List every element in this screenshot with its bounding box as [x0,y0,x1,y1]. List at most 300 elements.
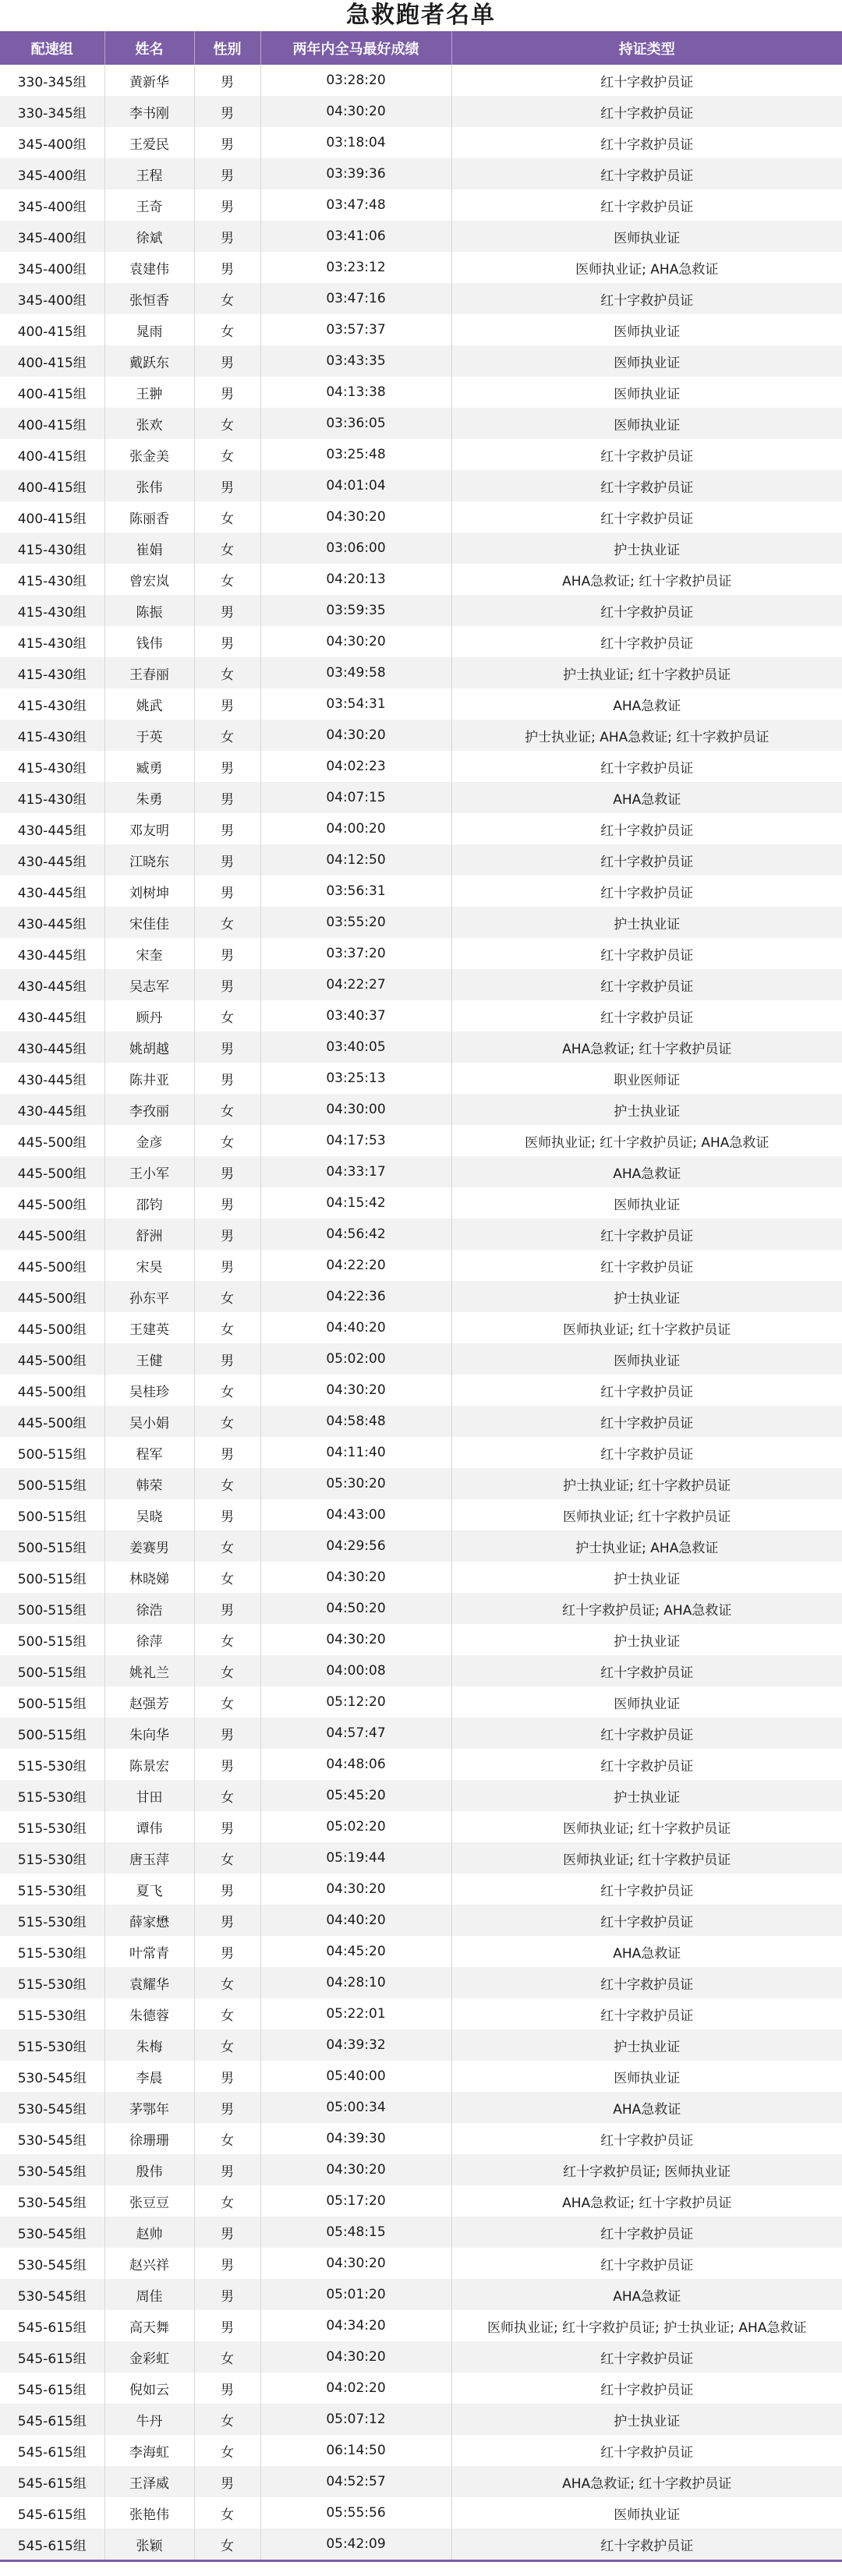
best-time-cell: 04:07:15 [260,782,451,813]
best-time-cell: 05:42:09 [260,2528,451,2560]
gender-cell: 女 [194,1967,260,1998]
best-time-cell: 03:49:58 [260,657,451,688]
pace-group-cell: 530-545组 [0,2123,104,2154]
table-row [0,720,842,751]
table-row [0,1499,842,1530]
table-row [0,501,842,533]
pace-group-cell: 500-515组 [0,1468,104,1499]
table-row [0,1000,842,1031]
name-cell: 张欢 [104,408,194,439]
gender-cell: 男 [194,221,260,252]
name-cell: 夏飞 [104,1874,194,1905]
pace-group-cell: 445-500组 [0,1250,104,1281]
table-row [0,2092,842,2123]
name-cell: 殷伟 [104,2154,194,2185]
best-time-cell: 03:56:31 [260,876,451,907]
table-row [0,1874,842,1905]
best-time-cell: 03:06:00 [260,533,451,564]
pace-group-cell: 500-515组 [0,1530,104,1562]
best-time-cell: 04:33:17 [260,1156,451,1187]
certificate-cell: 红十字救护员证 [451,2123,842,2154]
name-cell: 顾丹 [104,1000,194,1031]
pace-group-cell: 445-500组 [0,1375,104,1406]
name-cell: 张金美 [104,439,194,470]
pace-group-cell: 345-400组 [0,189,104,221]
certificate-cell: 红十字救护员证 [451,1718,842,1749]
table-row [0,2404,842,2435]
best-time-cell: 04:30:20 [260,626,451,657]
certificate-cell: 红十字救护员证 [451,876,842,907]
gender-cell: 男 [194,470,260,501]
name-cell: 金彦 [104,1125,194,1156]
gender-cell: 男 [194,626,260,657]
column-header-certificate-type: 持证类型 [451,31,842,65]
gender-cell: 女 [194,1998,260,2029]
pace-group-cell: 500-515组 [0,1593,104,1624]
gender-cell: 男 [194,1499,260,1530]
table-row [0,657,842,688]
name-cell: 王程 [104,158,194,189]
table-row [0,345,842,377]
certificate-cell: 护士执业证; 红十字救护员证 [451,657,842,688]
gender-cell: 男 [194,876,260,907]
table-row [0,470,842,501]
pace-group-cell: 345-400组 [0,127,104,158]
pace-group-cell: 345-400组 [0,283,104,314]
certificate-cell: 红十字救护员证; AHA急救证 [451,1593,842,1624]
name-cell: 甘田 [104,1780,194,1811]
table-row [0,1624,842,1655]
name-cell: 戴跃东 [104,345,194,377]
certificate-cell: 医师执业证 [451,1343,842,1375]
name-cell: 邓友明 [104,813,194,844]
pace-group-cell: 545-615组 [0,2373,104,2404]
best-time-cell: 03:54:31 [260,688,451,720]
gender-cell: 女 [194,1125,260,1156]
table-row [0,1936,842,1967]
table-row [0,1842,842,1874]
best-time-cell: 04:30:00 [260,1094,451,1125]
pace-group-cell: 430-445组 [0,938,104,969]
gender-cell: 男 [194,1936,260,1967]
table-row [0,2497,842,2528]
certificate-cell: 红十字救护员证 [451,1219,842,1250]
pace-group-cell: 545-615组 [0,2435,104,2466]
best-time-cell: 06:14:50 [260,2435,451,2466]
gender-cell: 男 [194,2279,260,2310]
best-time-cell: 04:00:20 [260,813,451,844]
table-row [0,65,842,96]
certificate-cell: 医师执业证 [451,345,842,377]
gender-cell: 男 [194,595,260,626]
name-cell: 张艳伟 [104,2497,194,2528]
name-cell: 赵强芳 [104,1686,194,1718]
certificate-cell: 红十字救护员证 [451,1967,842,1998]
name-cell: 唐玉萍 [104,1842,194,1874]
best-time-cell: 03:43:35 [260,345,451,377]
table-row [0,1811,842,1842]
pace-group-cell: 545-615组 [0,2341,104,2373]
best-time-cell: 05:02:20 [260,1811,451,1842]
table-row [0,1718,842,1749]
best-time-cell: 05:22:01 [260,1998,451,2029]
certificate-cell: 红十字救护员证 [451,1250,842,1281]
pace-group-cell: 545-615组 [0,2404,104,2435]
name-cell: 高天舞 [104,2310,194,2341]
table-row [0,2061,842,2092]
name-cell: 王泽威 [104,2466,194,2497]
best-time-cell: 05:00:34 [260,2092,451,2123]
pace-group-cell: 530-545组 [0,2217,104,2248]
best-time-cell: 04:17:53 [260,1125,451,1156]
gender-cell: 男 [194,2061,260,2092]
certificate-cell: AHA急救证; 红十字救护员证 [451,1031,842,1063]
name-cell: 宋昊 [104,1250,194,1281]
best-time-cell: 03:40:37 [260,1000,451,1031]
name-cell: 陈井亚 [104,1063,194,1094]
best-time-cell: 04:39:32 [260,2029,451,2061]
gender-cell: 女 [194,657,260,688]
name-cell: 陈振 [104,595,194,626]
certificate-cell: 红十字救护员证 [451,1905,842,1936]
certificate-cell: 红十字救护员证 [451,626,842,657]
certificate-cell: 护士执业证 [451,533,842,564]
pace-group-cell: 430-445组 [0,813,104,844]
gender-cell: 男 [194,65,260,96]
name-cell: 周佳 [104,2279,194,2310]
pace-group-cell: 530-545组 [0,2279,104,2310]
table-row [0,1343,842,1375]
gender-cell: 女 [194,1780,260,1811]
pace-group-cell: 445-500组 [0,1343,104,1375]
table-row [0,314,842,345]
name-cell: 袁建伟 [104,252,194,283]
best-time-cell: 04:02:20 [260,2373,451,2404]
name-cell: 吴志军 [104,969,194,1000]
pace-group-cell: 545-615组 [0,2497,104,2528]
table-row [0,2435,842,2466]
pace-group-cell: 415-430组 [0,657,104,688]
best-time-cell: 04:30:20 [260,2248,451,2279]
certificate-cell: 医师执业证 [451,2497,842,2528]
gender-cell: 男 [194,1219,260,1250]
pace-group-cell: 330-345组 [0,65,104,96]
certificate-cell: 护士执业证 [451,2404,842,2435]
best-time-cell: 04:30:20 [260,2341,451,2373]
table-row [0,221,842,252]
certificate-cell: 医师执业证; 红十字救护员证 [451,1499,842,1530]
gender-cell: 女 [194,2528,260,2560]
table-row [0,2154,842,2185]
best-time-cell: 04:30:20 [260,2154,451,2185]
best-time-cell: 04:30:20 [260,720,451,751]
certificate-cell: 红十字救护员证 [451,2435,842,2466]
pace-group-cell: 430-445组 [0,1031,104,1063]
best-time-cell: 05:48:15 [260,2217,451,2248]
best-time-cell: 04:00:08 [260,1655,451,1686]
best-time-cell: 03:55:20 [260,907,451,938]
name-cell: 曾宏岚 [104,564,194,595]
certificate-cell: 红十字救护员证 [451,65,842,96]
certificate-cell: 护士执业证; 红十字救护员证 [451,1468,842,1499]
gender-cell: 女 [194,1842,260,1874]
gender-cell: 男 [194,252,260,283]
name-cell: 于英 [104,720,194,751]
best-time-cell: 04:22:36 [260,1281,451,1312]
best-time-cell: 04:22:27 [260,969,451,1000]
table-row [0,1125,842,1156]
best-time-cell: 03:25:13 [260,1063,451,1094]
name-cell: 崔娟 [104,533,194,564]
table-row [0,1281,842,1312]
table-row [0,439,842,470]
pace-group-cell: 415-430组 [0,564,104,595]
gender-cell: 女 [194,1375,260,1406]
certificate-cell: 红十字救护员证 [451,1655,842,1686]
pace-group-cell: 445-500组 [0,1187,104,1219]
certificate-cell: 护士执业证 [451,907,842,938]
pace-group-cell: 500-515组 [0,1624,104,1655]
certificate-cell: 医师执业证; 红十字救护员证 [451,1312,842,1343]
table-row [0,96,842,127]
name-cell: 李孜丽 [104,1094,194,1125]
certificate-cell: 医师执业证; 红十字救护员证; 护士执业证; AHA急救证 [451,2310,842,2341]
table-row [0,1312,842,1343]
table-row [0,1094,842,1125]
table-row [0,1562,842,1593]
best-time-cell: 04:13:38 [260,377,451,408]
name-cell: 徐萍 [104,1624,194,1655]
gender-cell: 男 [194,189,260,221]
gender-cell: 女 [194,720,260,751]
pace-group-cell: 515-530组 [0,1967,104,1998]
gender-cell: 男 [194,2373,260,2404]
name-cell: 宋佳佳 [104,907,194,938]
certificate-cell: 红十字救护员证 [451,501,842,533]
table-row [0,1156,842,1187]
certificate-cell: 红十字救护员证 [451,1998,842,2029]
name-cell: 李书刚 [104,96,194,127]
table-row [0,844,842,876]
gender-cell: 男 [194,158,260,189]
gender-cell: 男 [194,1063,260,1094]
gender-cell: 女 [194,1530,260,1562]
table-row [0,876,842,907]
gender-cell: 女 [194,1468,260,1499]
table-row [0,283,842,314]
pace-group-cell: 415-430组 [0,533,104,564]
certificate-cell: 红十字救护员证 [451,969,842,1000]
name-cell: 张豆豆 [104,2185,194,2217]
certificate-cell: 护士执业证 [451,1281,842,1312]
table-row [0,938,842,969]
gender-cell: 女 [194,1624,260,1655]
gender-cell: 女 [194,408,260,439]
table-row [0,2123,842,2154]
table-row [0,1063,842,1094]
pace-group-cell: 530-545组 [0,2154,104,2185]
name-cell: 朱德蓉 [104,1998,194,2029]
table-row [0,2029,842,2061]
certificate-cell: 红十字救护员证 [451,813,842,844]
certificate-cell: 红十字救护员证 [451,439,842,470]
pace-group-cell: 445-500组 [0,1281,104,1312]
table-row [0,969,842,1000]
name-cell: 朱梅 [104,2029,194,2061]
gender-cell: 男 [194,813,260,844]
best-time-cell: 04:20:13 [260,564,451,595]
pace-group-cell: 430-445组 [0,969,104,1000]
pace-group-cell: 515-530组 [0,1998,104,2029]
certificate-cell: 医师执业证 [451,2061,842,2092]
best-time-cell: 05:55:56 [260,2497,451,2528]
certificate-cell: 红十字救护员证 [451,2373,842,2404]
certificate-cell: 医师执业证; 红十字救护员证; AHA急救证 [451,1125,842,1156]
certificate-cell: 医师执业证; AHA急救证 [451,252,842,283]
table-row [0,1219,842,1250]
gender-cell: 女 [194,2185,260,2217]
gender-cell: 女 [194,533,260,564]
pace-group-cell: 445-500组 [0,1156,104,1187]
pace-group-cell: 515-530组 [0,1874,104,1905]
gender-cell: 男 [194,2154,260,2185]
pace-group-cell: 445-500组 [0,1125,104,1156]
certificate-cell: 护士执业证 [451,1624,842,1655]
gender-cell: 男 [194,1905,260,1936]
pace-group-cell: 500-515组 [0,1562,104,1593]
column-header-name: 姓名 [104,31,194,65]
best-time-cell: 05:40:00 [260,2061,451,2092]
table-row [0,1905,842,1936]
table-row [0,907,842,938]
name-cell: 吴小娟 [104,1406,194,1437]
name-cell: 钱伟 [104,626,194,657]
certificate-cell: 红十字救护员证; 医师执业证 [451,2154,842,2185]
gender-cell: 女 [194,283,260,314]
name-cell: 王春丽 [104,657,194,688]
name-cell: 茅鄂年 [104,2092,194,2123]
certificate-cell: 护士执业证; AHA急救证 [451,1530,842,1562]
table-row [0,377,842,408]
certificate-cell: AHA急救证 [451,2279,842,2310]
table-row [0,2279,842,2310]
pace-group-cell: 530-545组 [0,2092,104,2123]
column-header-pace-group: 配速组 [0,31,104,65]
runner-table [0,31,842,2560]
pace-group-cell: 545-615组 [0,2310,104,2341]
table-header-row [0,31,842,65]
best-time-cell: 04:57:47 [260,1718,451,1749]
name-cell: 徐斌 [104,221,194,252]
best-time-cell: 03:37:20 [260,938,451,969]
pace-group-cell: 400-415组 [0,314,104,345]
pace-group-cell: 500-515组 [0,1655,104,1686]
best-time-cell: 04:01:04 [260,470,451,501]
pace-group-cell: 345-400组 [0,158,104,189]
best-time-cell: 04:29:56 [260,1530,451,1562]
certificate-cell: 护士执业证; AHA急救证; 红十字救护员证 [451,720,842,751]
table-row [0,2310,842,2341]
certificate-cell: AHA急救证 [451,688,842,720]
best-time-cell: 03:59:35 [260,595,451,626]
best-time-cell: 04:40:20 [260,1905,451,1936]
table-row [0,2217,842,2248]
gender-cell: 男 [194,1343,260,1375]
pace-group-cell: 345-400组 [0,252,104,283]
table-row [0,1593,842,1624]
table-row [0,1655,842,1686]
pace-group-cell: 515-530组 [0,1842,104,1874]
gender-cell: 男 [194,969,260,1000]
name-cell: 牛丹 [104,2404,194,2435]
pace-group-cell: 400-415组 [0,501,104,533]
certificate-cell: 红十字救护员证 [451,283,842,314]
pace-group-cell: 530-545组 [0,2185,104,2217]
table-row [0,751,842,782]
table-row [0,1998,842,2029]
table-row [0,189,842,221]
table-row [0,1031,842,1063]
pace-group-cell: 415-430组 [0,626,104,657]
name-cell: 王奇 [104,189,194,221]
name-cell: 倪如云 [104,2373,194,2404]
certificate-cell: 红十字救护员证 [451,470,842,501]
gender-cell: 男 [194,2466,260,2497]
best-time-cell: 03:18:04 [260,127,451,158]
certificate-cell: 红十字救护员证 [451,2248,842,2279]
table-row [0,408,842,439]
pace-group-cell: 415-430组 [0,688,104,720]
name-cell: 张伟 [104,470,194,501]
table-row [0,1780,842,1811]
name-cell: 江晓东 [104,844,194,876]
table-row [0,782,842,813]
gender-cell: 女 [194,564,260,595]
name-cell: 晁雨 [104,314,194,345]
gender-cell: 男 [194,938,260,969]
best-time-cell: 04:30:20 [260,96,451,127]
name-cell: 林晓娣 [104,1562,194,1593]
certificate-cell: 护士执业证 [451,1094,842,1125]
name-cell: 陈景宏 [104,1749,194,1780]
certificate-cell: 医师执业证 [451,408,842,439]
best-time-cell: 04:30:20 [260,1562,451,1593]
best-time-cell: 03:40:05 [260,1031,451,1063]
name-cell: 姚胡越 [104,1031,194,1063]
table-row [0,2185,842,2217]
gender-cell: 男 [194,2248,260,2279]
best-time-cell: 04:43:00 [260,1499,451,1530]
pace-group-cell: 500-515组 [0,1686,104,1718]
name-cell: 姚礼兰 [104,1655,194,1686]
gender-cell: 男 [194,751,260,782]
pace-group-cell: 515-530组 [0,1749,104,1780]
table-row [0,2528,842,2560]
name-cell: 赵帅 [104,2217,194,2248]
certificate-cell: AHA急救证; 红十字救护员证 [451,2185,842,2217]
best-time-cell: 04:30:20 [260,1375,451,1406]
pace-group-cell: 515-530组 [0,1811,104,1842]
certificate-cell: 红十字救护员证 [451,2217,842,2248]
pace-group-cell: 430-445组 [0,1063,104,1094]
column-header-best-marathon-time: 两年内全马最好成绩 [260,31,451,65]
pace-group-cell: 400-415组 [0,408,104,439]
certificate-cell: AHA急救证; 红十字救护员证 [451,2466,842,2497]
best-time-cell: 04:50:20 [260,1593,451,1624]
gender-cell: 男 [194,1874,260,1905]
best-time-cell: 04:52:57 [260,2466,451,2497]
gender-cell: 男 [194,2310,260,2341]
